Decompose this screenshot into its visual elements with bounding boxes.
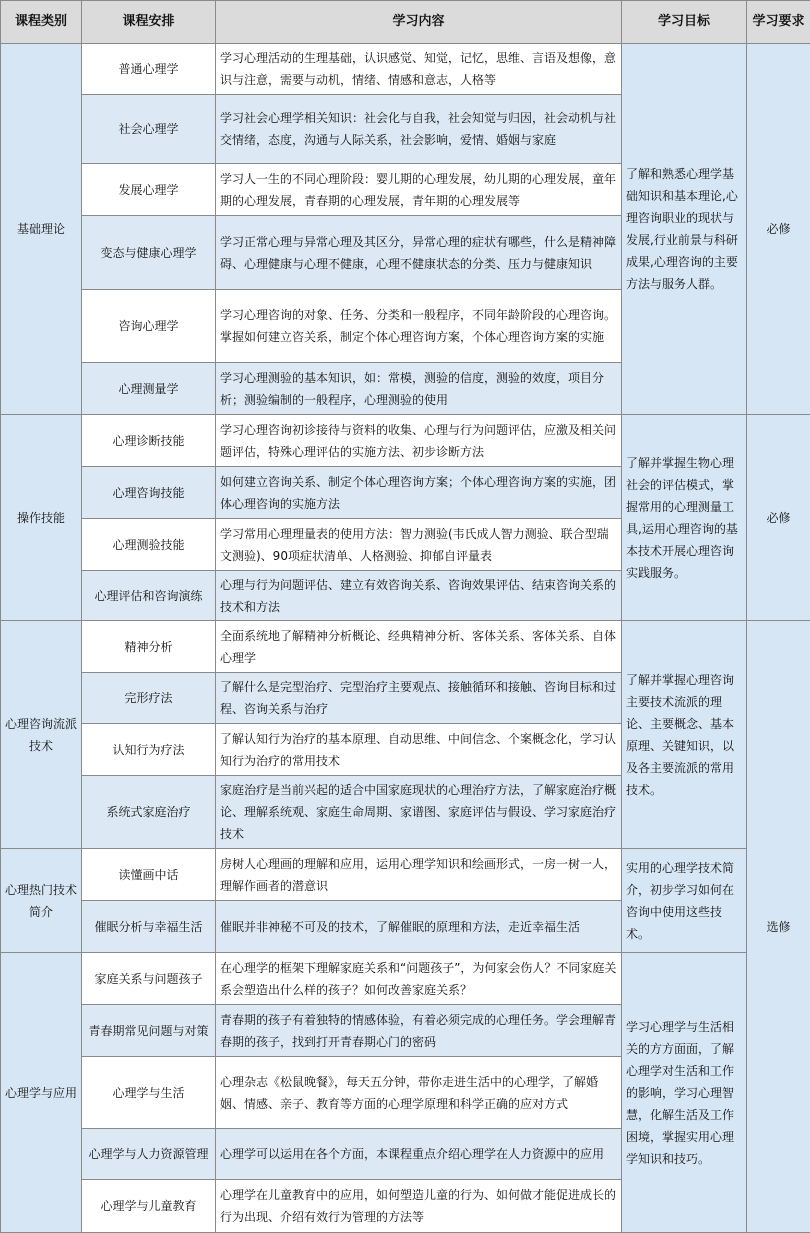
goal-hot: 实用的心理学技术简介，初步学习如何在咨询中使用这些技术。 — [622, 849, 747, 953]
requirement-basic: 必修 — [747, 44, 810, 415]
course-content: 心理杂志《松鼠晚餐》，每天五分钟，带你走进生活中的心理学，了解婚姻、情感、亲子、教育等方面的心理学原理和科学正确的应对方式 — [216, 1057, 622, 1129]
goal-basic: 了解和熟悉心理学基础知识和基本理论,心理咨询职业的现状与发展,行业前景与科研成果,心理咨询的主要方法与服务人群。 — [622, 44, 747, 415]
course-name: 心理评估和咨询演练 — [82, 571, 216, 621]
course-name: 变态与健康心理学 — [82, 216, 216, 290]
course-content: 家庭治疗是当前兴起的适合中国家庭现状的心理治疗方法，了解家庭治疗概论、理解系统观、家庭生命周期、家谱图、家庭评估与假设、学习家庭治疗技术 — [216, 776, 622, 849]
course-name: 读懂画中话 — [82, 849, 216, 901]
course-name: 心理学与人力资源管理 — [82, 1129, 216, 1180]
course-name: 精神分析 — [82, 621, 216, 673]
course-name: 完形疗法 — [82, 673, 216, 724]
goal-ops: 了解并掌握生物心理社会的评估模式，掌握常用的心理测量工具,运用心理咨询的基本技术开展心理咨询实践服务。 — [622, 415, 747, 621]
course-name: 心理学与生活 — [82, 1057, 216, 1129]
course-content: 心理学在儿童教育中的应用，如何塑造儿童的行为、如何做才能促进成长的行为出现、介绍有效行为管理的方法等 — [216, 1180, 622, 1233]
requirement-elective: 选修 — [747, 621, 810, 1233]
course-content: 学习常用心理理量表的使用方法：智力测验(韦氏成人智力测验、联合型瑞文测验)、90项症状清单、人格测验、抑郁自评量表 — [216, 519, 622, 571]
requirement-ops: 必修 — [747, 415, 810, 621]
course-content: 了解什么是完型治疗、完型治疗主要观点、接触循环和接触、咨询目标和过程、咨询关系与治疗 — [216, 673, 622, 724]
course-content: 全面系统地了解精神分析概论、经典精神分析、客体关系、客体关系、自体心理学 — [216, 621, 622, 673]
course-content: 如何建立咨询关系、制定个体心理咨询方案；个体心理咨询方案的实施，团体心理咨询的实施方法 — [216, 467, 622, 519]
course-content: 学习心理活动的生理基础，认识感觉、知觉，记忆，思维、言语及想像，意识与注意，需要与动机，情绪、情感和意志，人格等 — [216, 44, 622, 95]
course-name: 社会心理学 — [82, 95, 216, 164]
header-category: 课程类别 — [1, 1, 82, 44]
course-content: 学习人一生的不同心理阶段：婴儿期的心理发展，幼儿期的心理发展，童年期的心理发展，青春期的心理发展，青年期的心理发展等 — [216, 164, 622, 216]
table-row — [1, 44, 810, 95]
category-basic: 基础理论 — [1, 44, 82, 415]
header-content: 学习内容 — [216, 1, 622, 44]
course-content: 学习心理咨询初诊接待与资料的收集、心理与行为问题评估，应激及相关问题评估，特殊心理评估的实施方法、初步诊断方法 — [216, 415, 622, 467]
course-content: 心理与行为问题评估、建立有效咨询关系、咨询效果评估、结束咨询关系的技术和方法 — [216, 571, 622, 621]
header-goal: 学习目标 — [622, 1, 747, 44]
course-name: 咨询心理学 — [82, 290, 216, 363]
course-content: 青春期的孩子有着独特的情感体验，有着必须完成的心理任务。学会理解青春期的孩子，找到打开青春期心门的密码 — [216, 1005, 622, 1057]
table-row — [1, 953, 810, 1005]
course-content: 房树人心理画的理解和应用，运用心理学知识和绘画形式，一房一树一人，理解作画者的潜意识 — [216, 849, 622, 901]
course-content: 催眠并非神秘不可及的技术，了解催眠的原理和方法，走近幸福生活 — [216, 901, 622, 953]
course-name: 催眠分析与幸福生活 — [82, 901, 216, 953]
table-row — [1, 849, 810, 901]
header-course: 课程安排 — [82, 1, 216, 44]
course-name: 家庭关系与问题孩子 — [82, 953, 216, 1005]
course-name: 系统式家庭治疗 — [82, 776, 216, 849]
category-schools: 心理咨询流派技术 — [1, 621, 82, 849]
course-content: 心理学可以运用在各个方面，本课程重点介绍心理学在人力资源中的应用 — [216, 1129, 622, 1180]
course-name: 心理咨询技能 — [82, 467, 216, 519]
table-row — [1, 621, 810, 673]
course-name: 心理诊断技能 — [82, 415, 216, 467]
course-content: 学习正常心理与异常心理及其区分，异常心理的症状有哪些，什么是精神障碍、心理健康与心理不健康，心理不健康状态的分类、压力与健康知识 — [216, 216, 622, 290]
course-name: 心理学与儿童教育 — [82, 1180, 216, 1233]
header-row — [1, 1, 810, 44]
course-content: 在心理学的框架下理解家庭关系和“问题孩子”，为何家会伤人？不同家庭关系会塑造出什么样的孩子？如何改善家庭关系？ — [216, 953, 622, 1005]
course-name: 普通心理学 — [82, 44, 216, 95]
course-content: 学习社会心理学相关知识：社会化与自我，社会知觉与归因，社会动机与社交情绪，态度，沟通与人际关系，社会影响，爱情、婚姻与家庭 — [216, 95, 622, 164]
header-requirement: 学习要求 — [747, 1, 810, 44]
category-hot: 心理热门技术简介 — [1, 849, 82, 953]
course-name: 发展心理学 — [82, 164, 216, 216]
course-name: 青春期常见问题与对策 — [82, 1005, 216, 1057]
category-life: 心理学与应用 — [1, 953, 82, 1233]
course-name: 心理测量学 — [82, 363, 216, 415]
goal-life: 学习心理学与生活相关的方方面面，了解心理学对生活和工作的影响，学习心理智慧，化解生活及工作困境，掌握实用心理学知识和技巧。 — [622, 953, 747, 1233]
table-row — [1, 415, 810, 467]
course-content: 学习心理测验的基本知识，如：常模，测验的信度，测验的效度，项目分析；测验编制的一般程序，心理测验的使用 — [216, 363, 622, 415]
course-name: 认知行为疗法 — [82, 724, 216, 776]
course-name: 心理测验技能 — [82, 519, 216, 571]
course-content: 了解认知行为治疗的基本原理、自动思维、中间信念、个案概念化，学习认知行为治疗的常用技术 — [216, 724, 622, 776]
course-content: 学习心理咨询的对象、任务、分类和一般程序，不同年龄阶段的心理咨询。掌握如何建立咨关系，制定个体心理咨询方案，个体心理咨询方案的实施 — [216, 290, 622, 363]
goal-schools: 了解并掌握心理咨询主要技术流派的理论、主要概念、基本原理、关键知识，以及各主要流派的常用技术。 — [622, 621, 747, 849]
category-ops: 操作技能 — [1, 415, 82, 621]
